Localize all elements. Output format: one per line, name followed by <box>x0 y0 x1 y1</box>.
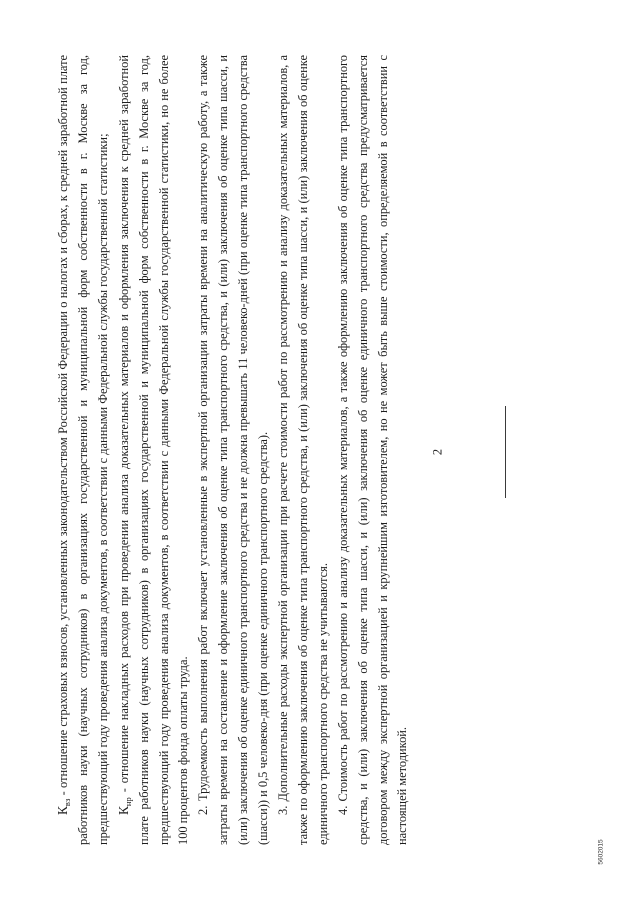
k-vz-definition: - отношение страховых взносов, установленных законодательством Российской Федерации о налогах и сборах, к средней заработной плате работников науки (научных сотрудников) в организациях государственной и муниципальной форм собственности в г. Москве за год, предшествующий году проведения анализа документов, в соответствии с данными Федеральной службы государственной статистики; <box>56 55 110 845</box>
k-nr-definition: - отношение накладных расходов при проведении анализа доказательных материалов и оформления заключения к средней заработной плате работников науки (научных сотрудников) в организациях государственной и муниципальной форм собственности в г. Москве за год, предшествующий году проведения анализа документов, в соответствии с данными Федеральной службы государственной статистики, но не более 100 процентов фонда оплаты труда. <box>116 55 191 845</box>
definition-k-nr <box>114 55 195 845</box>
page-number: 2 <box>430 448 445 456</box>
footnote-separator-line <box>505 406 506 498</box>
k-nr-symbol: К <box>115 806 131 815</box>
paragraph-2: 2. Трудоемкость выполнения работ включает установленные в экспертной организации затраты времени на аналитическую работу, а также затраты времени на составление и оформление заключения об оценке типа транспортного средства, и (или) заключения об оценке типа шасси, и (или) заключения об оценке единичного транспортного средства и не должна превышать 11 человеко-дней (при оценке типа транспортного средства (шасси)) и 0,5 человеко-дня (при оценке единичного транспортного средства). <box>196 55 271 845</box>
paragraph-4: 4. Стоимость работ по рассмотрению и анализу доказательных материалов, а также оформлению заключения об оценке типа транспортного средства, и (или) заключения об оценке типа шасси, и (или) заключения об оценке единичного транспортного средства предусматривается договором между экспертной организацией и крупнейшим изготовителем, но не может быть выше стоимости, определяемой в соответствии с настоящей методикой. <box>335 55 410 845</box>
document-code: 5602015 <box>597 839 605 865</box>
k-vz-symbol: К <box>55 806 70 815</box>
definition-k-vz <box>53 55 114 845</box>
paragraph-3: 3. Дополнительные расходы экспертной организации при расчете стоимости работ по рассмотрению и анализу доказательных материалов, а также по оформлению заключения об оценке типа транспортного средства, и (или) заключения об оценке типа шасси, и (или) заключения об оценке единичного транспортного средства не учитываются. <box>275 55 330 845</box>
k-vz-subscript: вз <box>62 798 72 807</box>
document-body <box>53 55 413 845</box>
k-nr-subscript: нр <box>122 797 133 807</box>
